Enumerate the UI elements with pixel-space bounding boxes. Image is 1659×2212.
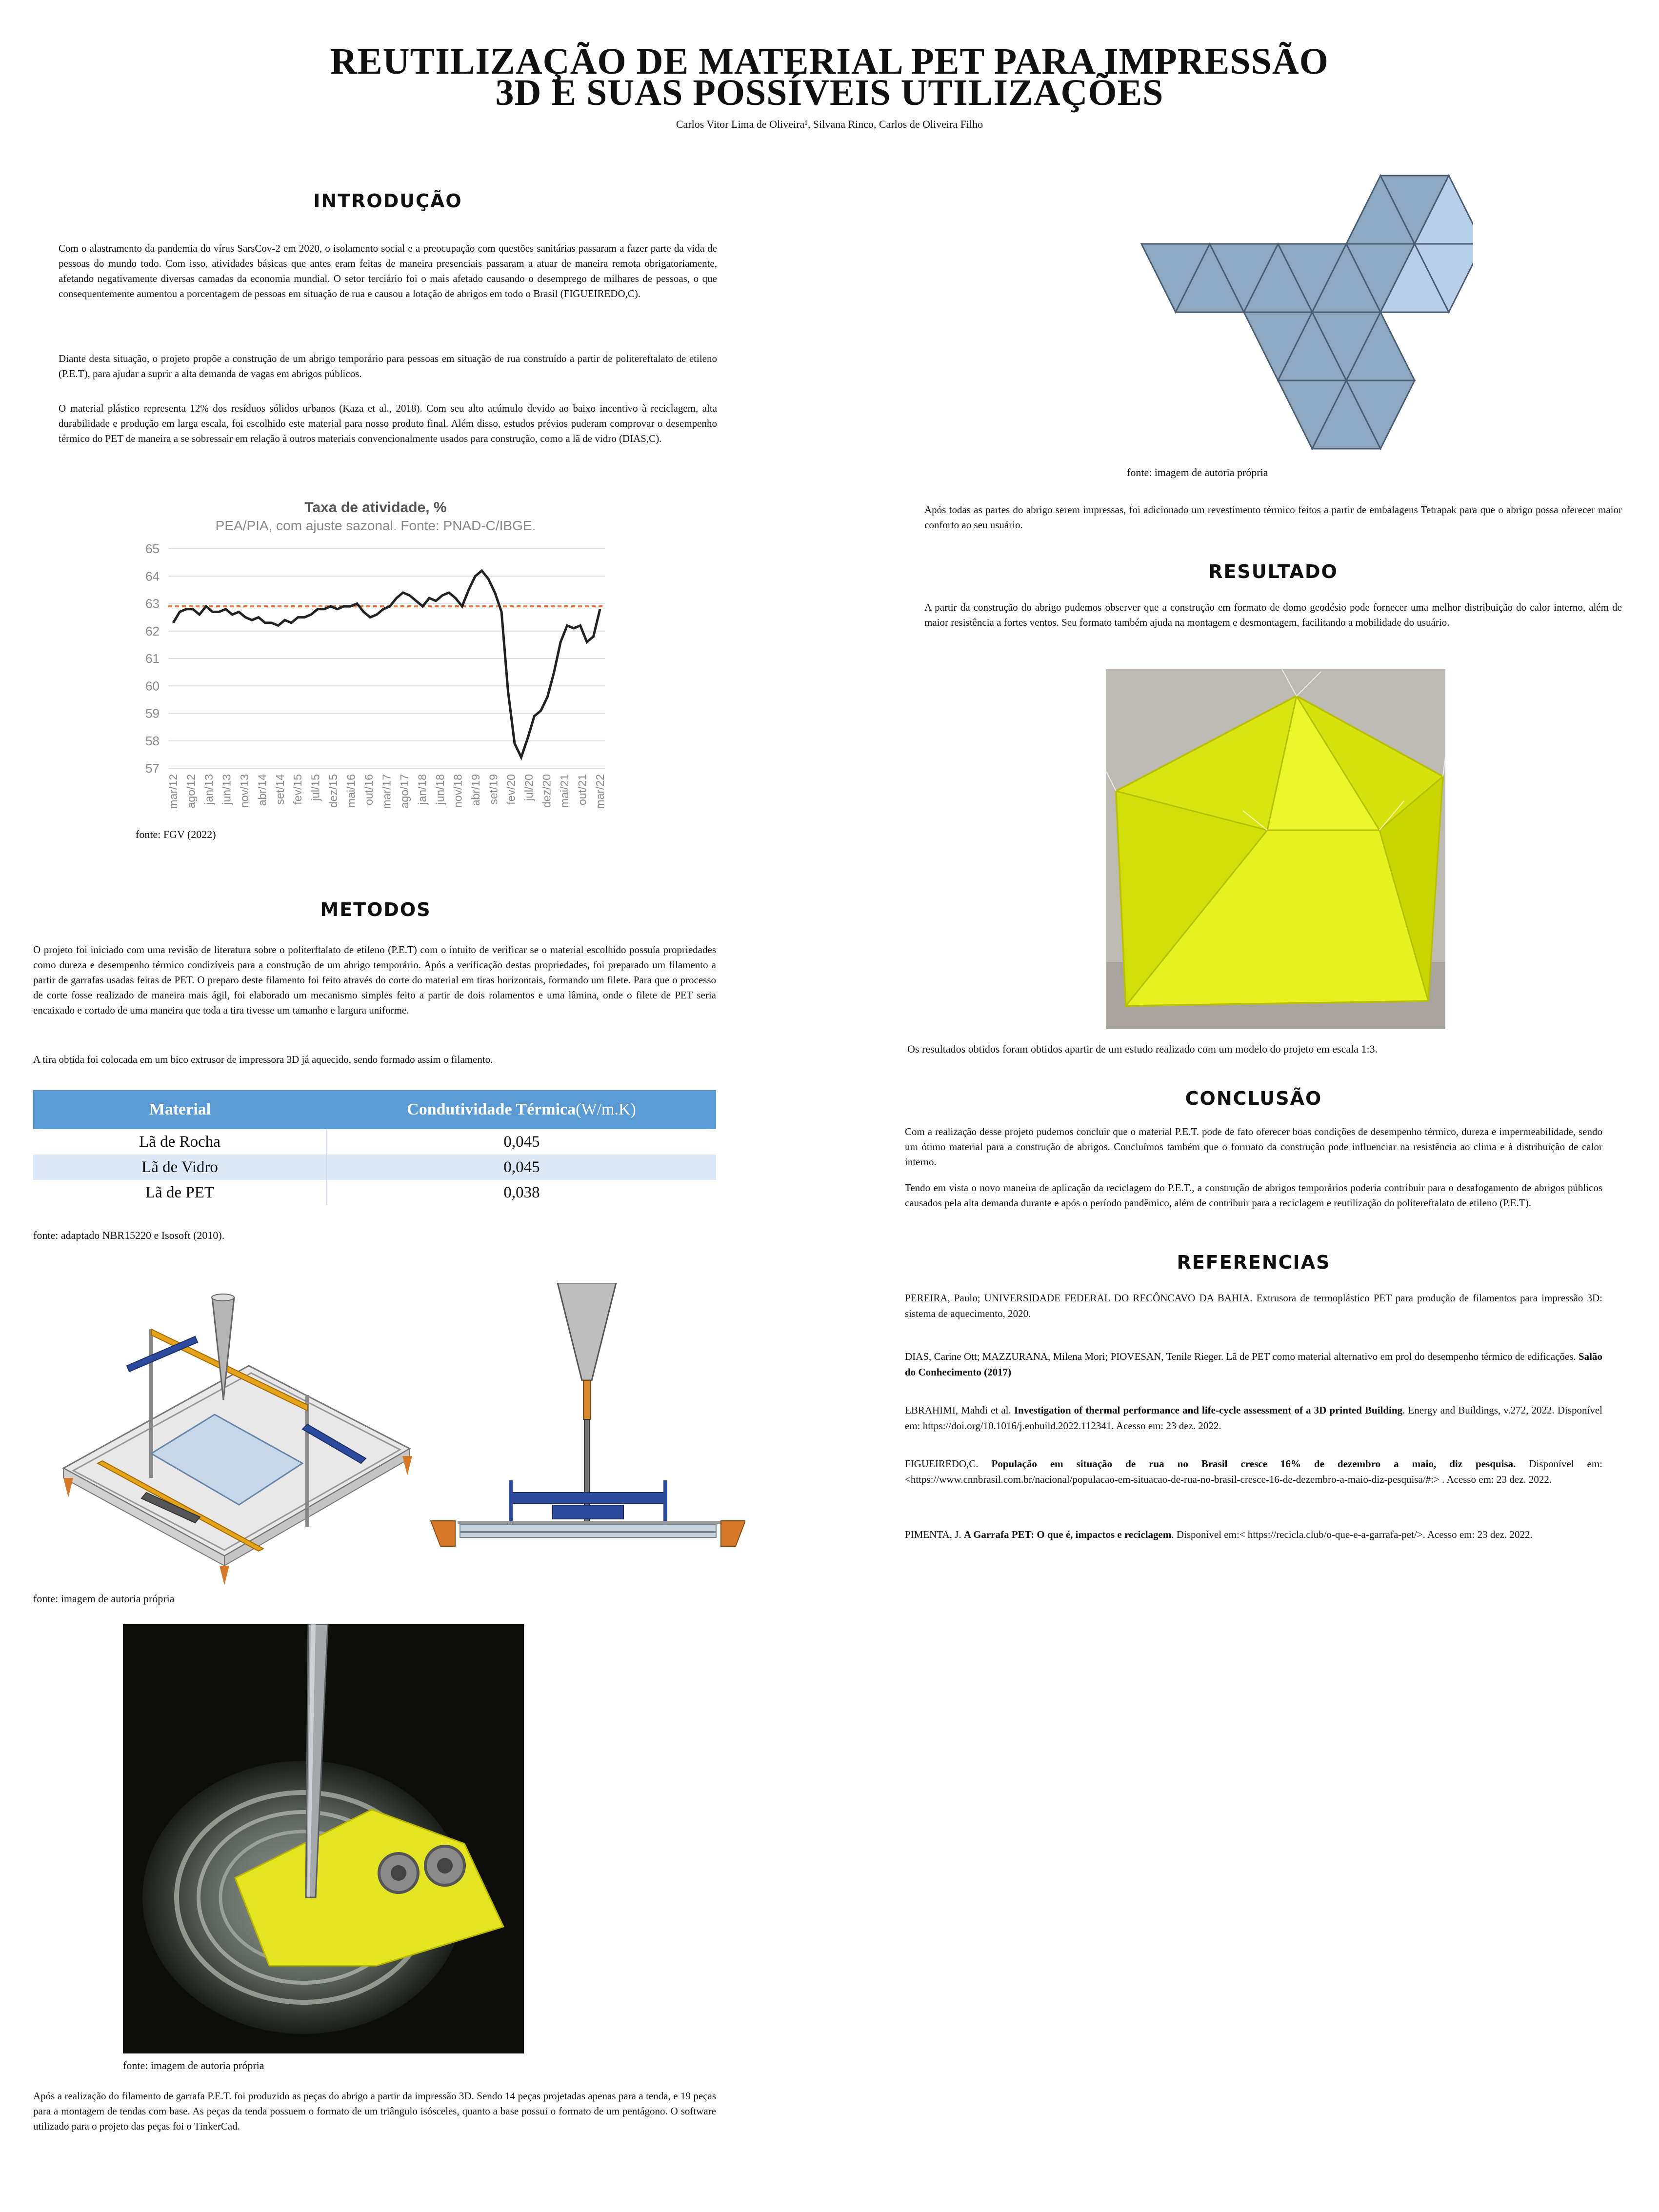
printer-isometric-diagram: [54, 1283, 420, 1590]
triangles-caption: fonte: imagem de autoria própria: [1127, 466, 1268, 478]
reference-text: PIMENTA, J.: [905, 1529, 964, 1540]
intro-heading: INTRODUÇÃO: [313, 190, 462, 212]
table-row: [33, 1129, 716, 1155]
y-tick-label: 57: [145, 761, 160, 776]
y-tick-label: 59: [145, 706, 160, 721]
header-cond-unit: (W/m.K): [576, 1100, 636, 1118]
x-tick-label: abr/14: [256, 774, 269, 806]
x-tick-label: ago/12: [184, 774, 198, 809]
y-tick-label: 58: [145, 733, 160, 748]
printer-front-diagram: [428, 1283, 745, 1571]
x-tick-label: dez/15: [327, 774, 340, 808]
reference-bold: População em situação de rua no Brasil cresce 16% de dezembro a maio, diz pesquisa.: [991, 1458, 1516, 1470]
x-tick-label: fev/20: [504, 774, 518, 805]
poster-title-line2: 3D E SUAS POSSÍVEIS UTILIZAÇÕES: [495, 72, 1164, 113]
series-line: [173, 571, 600, 757]
reference-bold: A Garrafa PET: O que é, impactos e reciclagem: [963, 1529, 1172, 1540]
chart-gridlines: [168, 549, 605, 768]
intro-paragraph-1: Com o alastramento da pandemia do vírus SarsCov-2 em 2020, o isolamento social e a preocupação com questões sanitárias passaram a fazer parte da vida de pessoas do mundo todo. Com isso, atividades básicas que antes eram feitas de maneira presenciais passaram a atuar de maneira remota obrigatoriamente, afetando negativamente diversas camadas da economia mundial. O setor terciário foi o mais afetado causando o desemprego de milhares de pessoas, o que consequentemente aumentou a porcentagem de pessoas em situação de rua e causou a lotação de abrigos em todo o Brasil (FIGUEIREDO,C).: [59, 242, 717, 299]
y-tick-label: 63: [145, 596, 160, 611]
table-cell-value: 0,045: [327, 1155, 716, 1180]
x-tick-label: out/16: [362, 774, 376, 805]
triangle-pieces-layout: [1137, 166, 1473, 454]
dome-photo: [1106, 669, 1445, 1029]
reference-text: . Energy and Buildings, v.272, 2022. Disponível em: https://doi.org/10.1016/j.enbuild.2022.112341. Acesso em: 23 dez. 2022.: [905, 1404, 1602, 1432]
reference-item: [905, 1290, 1602, 1321]
intro-paragraph-2: Diante desta situação, o projeto propõe a construção de um abrigo temporário para pessoas em situação de rua construído a partir de politereftalato de etileno (P.E.T), para ajudar a suprir a alta demanda de vagas em abrigos públicos.: [59, 353, 717, 379]
x-tick-label: nov/18: [451, 774, 464, 808]
reference-text: . Disponível em:< https://recicla.club/o-que-e-a-garrafa-pet/>. Acesso em: 23 dez. 2022.: [1171, 1529, 1533, 1540]
photo-caption: fonte: imagem de autoria própria: [123, 2059, 264, 2072]
reference-text: PEREIRA, Paulo; UNIVERSIDADE FEDERAL DO RECÔNCAVO DA BAHIA. Extrusora de termoplástico PET para produção de filamentos para impressão 3D: sistema de aquecimento, 2020.: [905, 1292, 1602, 1319]
result-paragraph: A partir da construção do abrigo pudemos observer que a construção em formato de domo geodésio pode fornecer uma melhor distribuição do calor interno, além de maior resistência a fortes ventos. Seu formato também ajuda na montagem e desmontagem, facilitando a mobilidade do usuário.: [924, 601, 1622, 628]
dome-caption: Os resultados obtidos foram obtidos apartir de um estudo realizado com um modelo do projeto em escala 1:3.: [907, 1043, 1378, 1055]
x-tick-label: dez/20: [540, 774, 553, 808]
y-tick-label: 64: [145, 569, 160, 584]
x-tick-label: jan/13: [202, 774, 215, 805]
table-cell-material: Lã de Rocha: [33, 1129, 327, 1155]
table-caption: fonte: adaptado NBR15220 e Isosoft (2010).: [33, 1229, 225, 1241]
reference-item: [905, 1349, 1602, 1380]
table-cell-value: 0,045: [503, 1133, 540, 1151]
reference-text: EBRAHIMI, Mahdi et al.: [905, 1404, 1014, 1416]
x-tick-label: jan/18: [416, 774, 429, 805]
reference-item: [905, 1456, 1602, 1487]
chart-caption: fonte: FGV (2022): [136, 828, 216, 840]
x-tick-label: mar/22: [594, 774, 606, 809]
y-tick-label: 65: [145, 541, 160, 556]
reference-bold: Salão do Conhecimento (2017): [905, 1351, 1602, 1378]
x-tick-label: mai/21: [558, 774, 571, 808]
reference-item: [905, 1402, 1602, 1434]
x-tick-label: mar/12: [167, 774, 180, 809]
x-tick-label: jun/18: [433, 774, 446, 805]
conclusion-heading: CONCLUSÃO: [1185, 1088, 1322, 1109]
chart-y-ticks: [145, 541, 160, 776]
chart-subtitle: PEA/PIA, com ajuste sazonal. Fonte: PNAD-C/IBGE.: [215, 518, 536, 533]
reference-bold: Investigation of thermal performance and life-cycle assessment of a 3D printed Building: [1014, 1404, 1403, 1416]
header-cond-label: Condutividade Térmica: [407, 1100, 576, 1118]
x-tick-label: abr/19: [469, 774, 482, 806]
authors: Carlos Vitor Lima de Oliveira¹, Silvana Rinco, Carlos de Oliveira Filho: [676, 118, 983, 130]
table-cell-value: 0,038: [503, 1183, 540, 1201]
references-heading: REFERENCIAS: [1177, 1252, 1331, 1273]
table-header-material: Material: [33, 1090, 327, 1129]
x-tick-label: jul/20: [522, 774, 536, 801]
methods-heading: METODOS: [320, 899, 431, 920]
methods-paragraph-3: Após a realização do filamento de garrafa P.E.T. foi produzido as peças do abrigo a partir da impressão 3D. Sendo 14 peças projetadas apenas para a tenda, e 19 peças para a montagem de tendas com base. As peças da tenda possuem o formato de um triângulo isósceles, quanto a base possui o formato de um pentágono. O software utilizado para o projeto das peças foi o TinkerCad.: [33, 2090, 716, 2132]
x-tick-label: jun/13: [220, 774, 233, 805]
table-cell-material: Lã de Vidro: [33, 1155, 327, 1180]
intro-paragraph-3: O material plástico representa 12% dos resíduos sólidos urbanos (Kaza et al., 2018). Com seu alto acúmulo devido ao baixo incentivo à reciclagem, alta durabilidade e produção em larga escala, foi escolhido este material para nosso produto final. Além disso, estudos prévios puderam comprovar o desempenho térmico do PET de maneira a se sobressair em relação à outros materiais convencionalmente usados para construção, como a lã de vidro (DIAS,C).: [59, 402, 717, 444]
x-tick-label: fev/15: [291, 774, 304, 805]
x-tick-label: ago/17: [398, 774, 411, 809]
diagram-caption: fonte: imagem de autoria própria: [33, 1593, 175, 1605]
y-tick-label: 60: [145, 678, 160, 694]
reference-item: [905, 1527, 1602, 1542]
extrusion-photo: [123, 1624, 524, 2053]
methods-paragraph-2: A tira obtida foi colocada em um bico extrusor de impressora 3D já aquecido, sendo formado assim o filamento.: [33, 1054, 493, 1065]
x-tick-label: nov/13: [238, 774, 251, 808]
y-tick-label: 62: [145, 623, 160, 638]
table-row: [33, 1180, 716, 1205]
x-tick-label: mar/17: [380, 774, 393, 809]
conclusion-paragraph-2: Tendo em vista o novo maneira de aplicação da reciclagem do P.E.T., a construção de abrigos temporários poderia contribuir para o desafogamento de abrigos públicos causados pela alta demanda durante e após o período pandêmico, além de contribuir para a reciclagem e reutilização do politereftalato de etileno (P.E.T).: [905, 1182, 1602, 1209]
x-tick-label: out/21: [576, 774, 589, 805]
table-header-row: [33, 1090, 716, 1129]
table-row: [33, 1155, 716, 1180]
y-tick-label: 61: [145, 651, 160, 666]
x-tick-label: set/19: [487, 774, 500, 805]
reference-text: Disponível em: <https://www.cnnbrasil.com.br/nacional/populacao-em-situacao-de-rua-no-brasil-cresce-16-de-dezembro-a-maio-diz-pesquisa/#:> . Acesso em: 23 dez. 2022.: [905, 1458, 1602, 1485]
x-tick-label: jul/15: [309, 774, 322, 801]
conclusion-paragraph-1: Com a realização desse projeto pudemos concluir que o material P.E.T. pode de fato oferecer boas condições de desempenho térmico, dureza e impermeabilidade, sendo um ótimo material para a construção de abrigos. Concluímos também que o formato da construção pode influenciar na resistência ao clima e à distribuição de calor interno.: [905, 1126, 1602, 1168]
poster-title-line1: REUTILIZAÇÃO DE MATERIAL PET PARA IMPRESSÃO: [330, 41, 1329, 82]
x-tick-label: set/14: [273, 774, 286, 805]
thermal-conductivity-table: [33, 1090, 716, 1205]
chart-x-ticks: [167, 774, 606, 809]
table-cell-material: Lã de PET: [33, 1180, 327, 1205]
methods-paragraph-1: O projeto foi iniciado com uma revisão de literatura sobre o politerftalato de etileno (P.E.T) com o intuito de verificar se o material escolhido possuía propriedades como dureza e desempenho térmico condizíveis para a construção de um abrigo temporário. Após a verificação destas propriedades, foi preparado um filamento a partir de garrafas usadas feitas de PET. O preparo deste filamento foi feito através do corte do material em tiras horizontais, formando um filete. Para que o processo de corte fosse realizado de maneira mais ágil, foi elaborado um mecanismo simples feito a partir de dois rolamentos e uma lâmina, onde o filete de PET seria encaixado e cortado de uma maneira que toda a tira tivesse um tamanho e largura uniforme.: [33, 944, 716, 1016]
result-heading: RESULTADO: [1208, 561, 1338, 582]
reference-text: FIGUEIREDO,C.: [905, 1458, 992, 1470]
x-tick-label: mai/16: [344, 774, 358, 808]
after-print-paragraph: Após todas as partes do abrigo serem impressas, foi adicionado um revestimento térmico feitos a partir de embalagens Tetrapak para que o abrigo possa oferecer maior conforto ao seu usuário.: [924, 504, 1622, 531]
reference-text: DIAS, Carine Ott; MAZZURANA, Milena Mori; PIOVESAN, Tenile Rieger. Lã de PET como material alternativo em prol do desempenho térmico de edificações.: [905, 1351, 1579, 1362]
chart-title: Taxa de atividade, %: [304, 499, 447, 516]
activity-rate-chart: [132, 495, 620, 832]
table-header-conductivity: [327, 1090, 716, 1129]
